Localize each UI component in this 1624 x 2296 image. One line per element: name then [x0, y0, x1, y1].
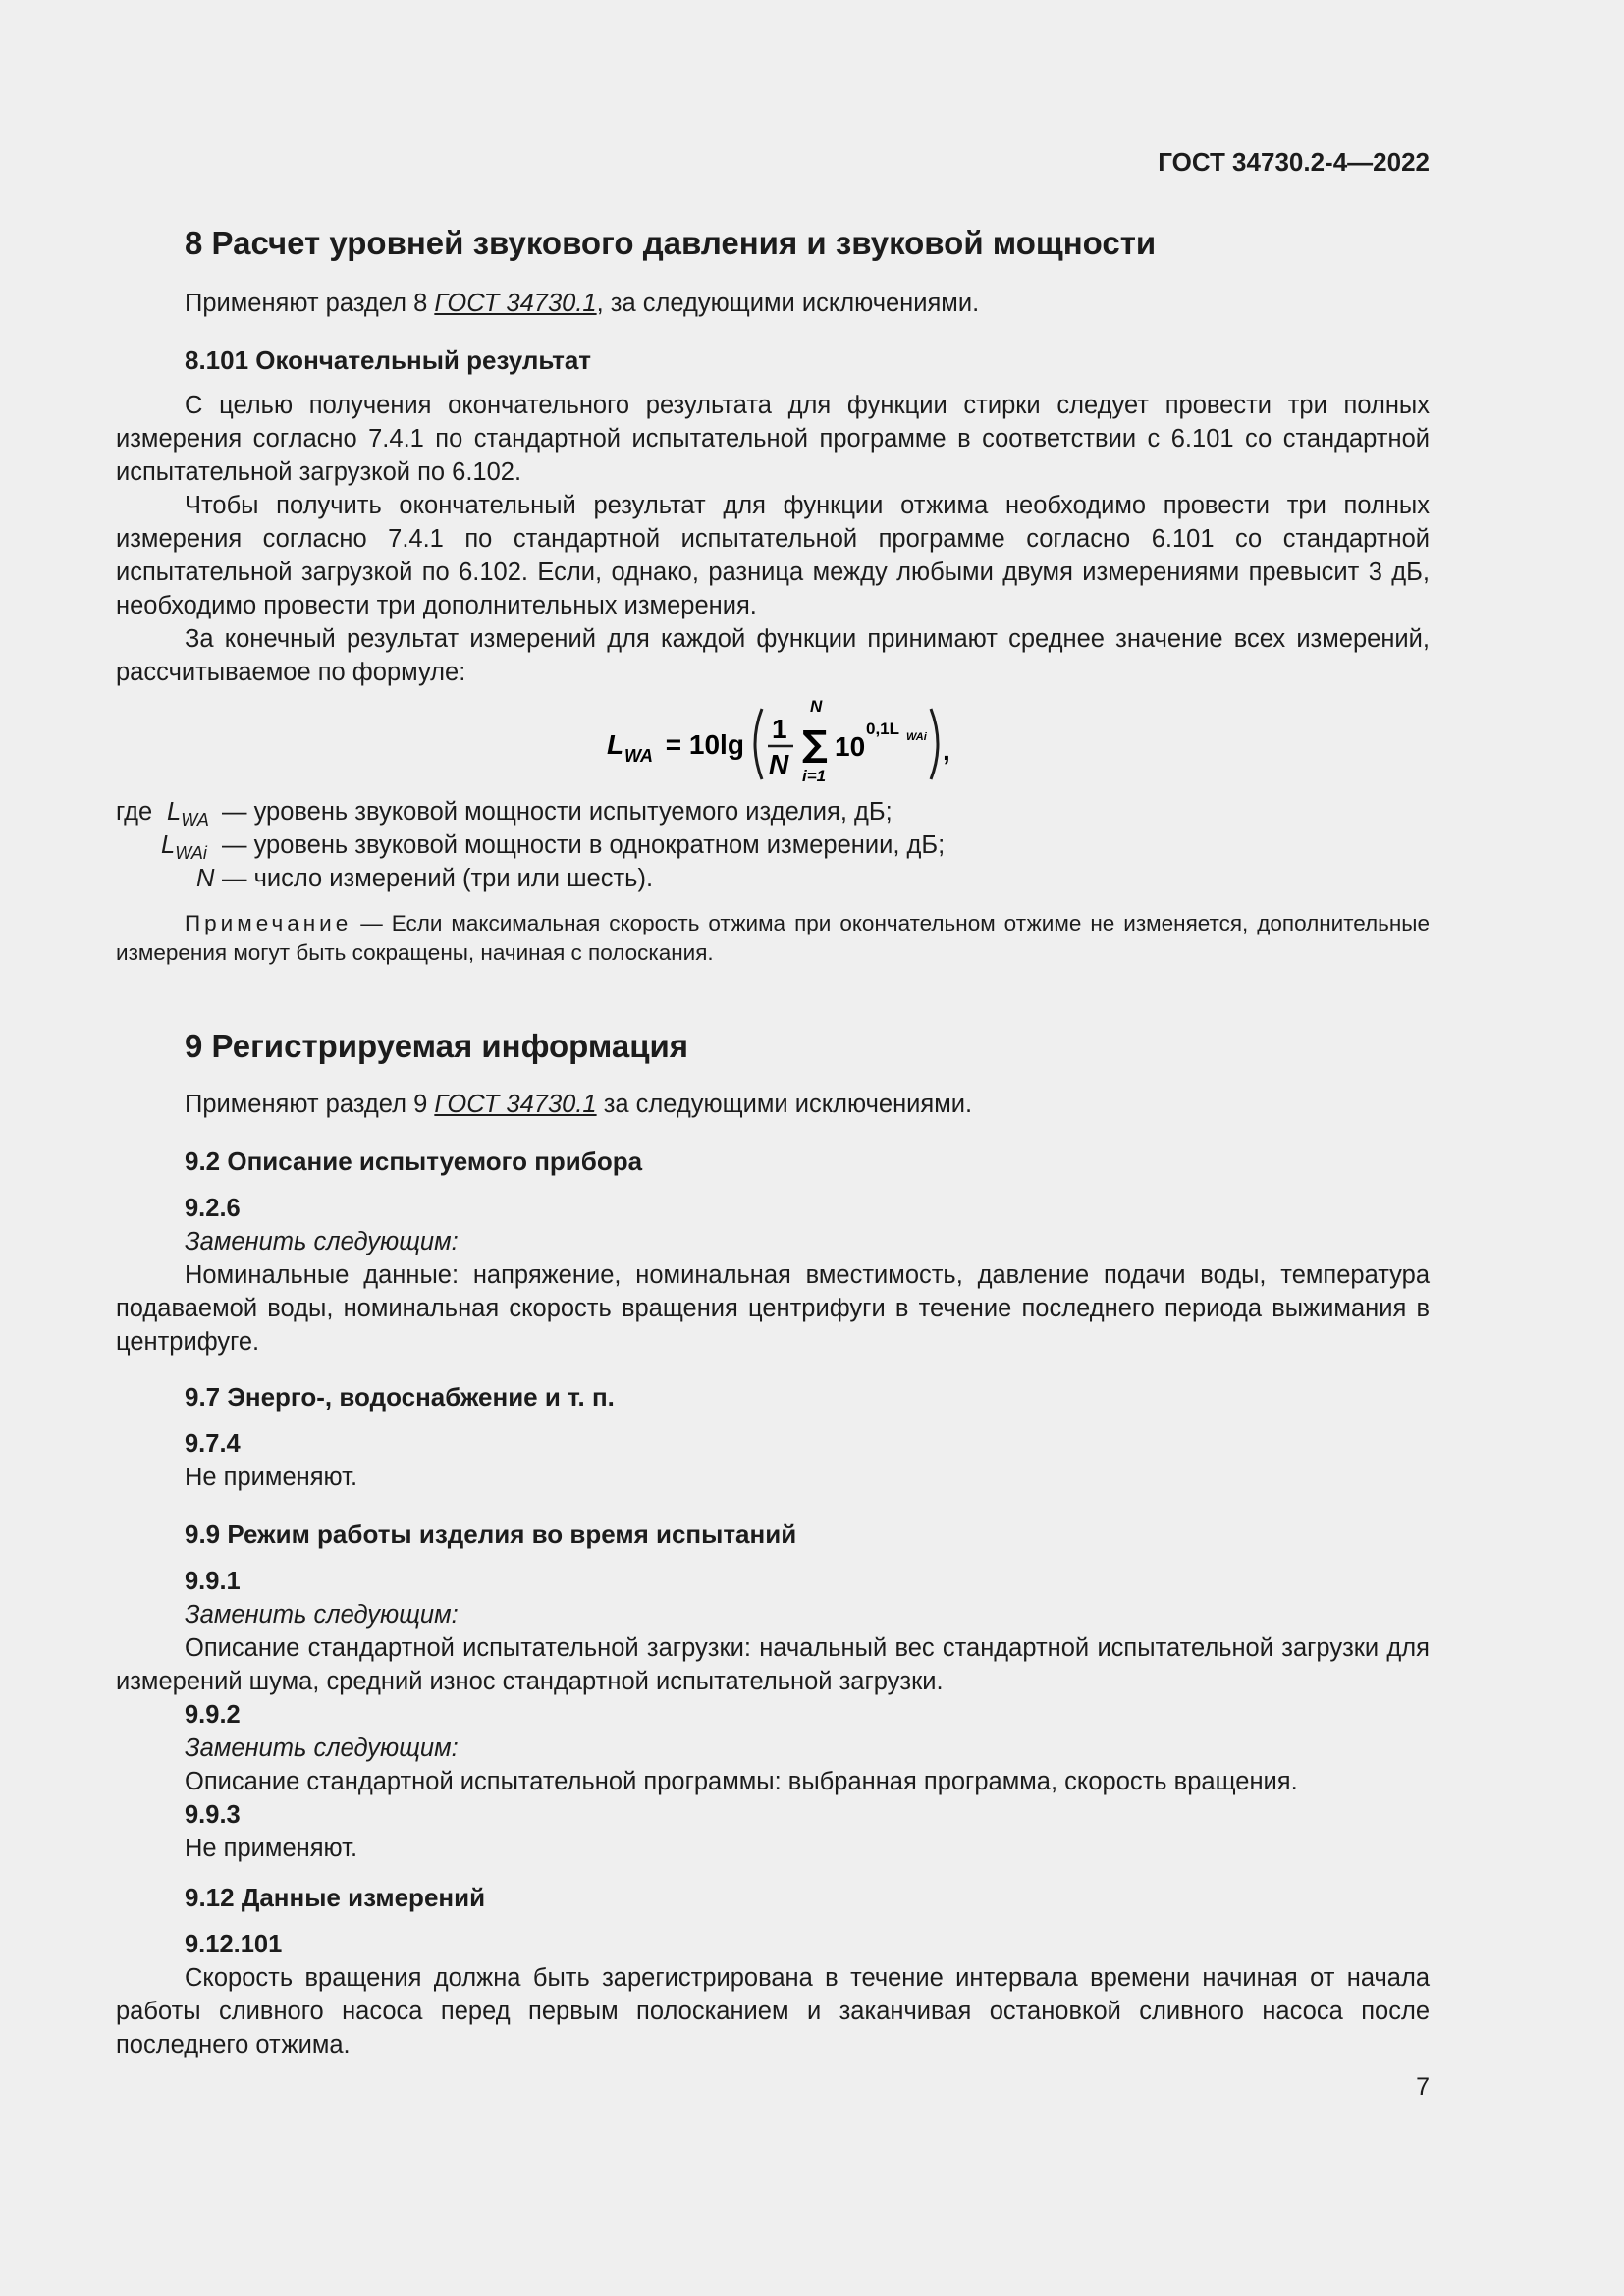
- replace-label: Заменить следующим:: [185, 1735, 459, 1762]
- definition-symbol: $L_{WAi}$: [161, 831, 207, 864]
- formula-exp-sub: WAi: [906, 731, 927, 743]
- formula-base: 10: [835, 731, 866, 762]
- formula-sum-bottom: i=1: [802, 767, 827, 785]
- subsection-9-7-title: 9.7 Энерго-, водоснабжение и т. п.: [185, 1382, 615, 1412]
- formula-one: 1: [772, 714, 787, 744]
- formula-right-paren: [931, 709, 938, 779]
- clause-text: Скорость вращения должна быть зарегистрирована в течение интервала времени начиная от начала работы сливного насоса перед первым полосканием и заканчивая остановкой сливного насоса после последнего отжима.: [116, 1964, 1430, 2058]
- definition-text: — число измерений (три или шесть).: [222, 865, 654, 892]
- gost-link[interactable]: ГОСТ 34730.1: [434, 290, 597, 317]
- clause-text: Не применяют.: [185, 1835, 358, 1862]
- clause-text: Номинальные данные: напряжение, номинальная вместимость, давление подачи воды, температура подаваемой воды, номинальная скорость вращения центрифуги в течение последнего периода выжимания в центрифуге.: [116, 1261, 1430, 1356]
- note: [116, 909, 1430, 968]
- subsection-9-9-title: 9.9 Режим работы изделия во время испытаний: [185, 1520, 797, 1549]
- formula-sum-top: N: [810, 697, 823, 716]
- where-label: где: [116, 798, 153, 826]
- formula-left-paren: [755, 709, 762, 779]
- clause-9-12-101: [116, 1928, 1430, 2061]
- gost-link[interactable]: ГОСТ 34730.1: [434, 1091, 597, 1118]
- definition-symbol: $L_{WA}$: [167, 798, 209, 830]
- formula-lhs-sub: WA: [624, 746, 653, 766]
- note-label: Примечание: [185, 911, 352, 935]
- formula-definitions: [116, 795, 1430, 895]
- document-header: ГОСТ 34730.2-4—2022: [1158, 147, 1430, 177]
- intro-text: Применяют раздел 8: [185, 290, 435, 317]
- formula-n: N: [769, 749, 789, 779]
- paragraph-wash: С целью получения окончательного результата для функции стирки следует провести три полных измерения согласно 7.4.1 по стандартной испытательной программе в соответствии с 6.101 со стандартной испытательной загрузкой по 6.102.: [116, 392, 1430, 486]
- formula-comma: ,: [943, 735, 950, 766]
- formula-lhs: L: [607, 729, 624, 760]
- intro-text-end: , за следующими исключениями.: [596, 290, 980, 317]
- clause-number: 9.12.101: [185, 1931, 283, 1958]
- formula-exp: 0,1L: [866, 720, 900, 738]
- intro-text: Применяют раздел 9: [185, 1091, 435, 1118]
- section-9-title: 9 Регистрируемая информация: [185, 1028, 689, 1064]
- clause-text: Описание стандартной испытательной программы: выбранная программа, скорость вращения.: [185, 1768, 1298, 1795]
- note-text: — Если максимальная скорость отжима при окончательном отжиме не изменяется, дополнительные измерения могут быть сокращены, начиная с полоскания.: [116, 911, 1430, 965]
- replace-label: Заменить следующим:: [185, 1228, 459, 1255]
- clause-9-7-4: [116, 1427, 1430, 1494]
- subsection-9-12-title: 9.12 Данные измерений: [185, 1883, 486, 1912]
- section-8-paragraphs: [116, 389, 1430, 689]
- paragraph-final: За конечный результат измерений для каждой функции принимают среднее значение всех измерений, рассчитываемое по формуле:: [116, 625, 1430, 686]
- subsection-8-101-title: 8.101 Окончательный результат: [185, 346, 592, 375]
- definition-text: — уровень звуковой мощности испытуемого изделия, дБ;: [222, 798, 893, 826]
- formula-eq: = 10lg: [658, 729, 744, 760]
- page-number: 7: [1416, 2073, 1430, 2101]
- definition-symbol: N: [196, 865, 215, 892]
- definition-text: — уровень звуковой мощности в однократном измерении, дБ;: [222, 831, 946, 859]
- clause-number: 9.2.6: [185, 1195, 241, 1222]
- clause-9-9: [116, 1565, 1430, 1865]
- section-8-intro: [116, 287, 1430, 320]
- definition-row: [116, 862, 1430, 895]
- section-9-intro: [116, 1088, 1430, 1121]
- clause-number: 9.7.4: [185, 1430, 241, 1458]
- clause-9-2-6: [116, 1192, 1430, 1359]
- clause-number: 9.9.1: [185, 1568, 241, 1595]
- section-8-title: 8 Расчет уровней звукового давления и звуковой мощности: [185, 225, 1157, 261]
- clause-text: Описание стандартной испытательной загрузки: начальный вес стандартной испытательной загрузки для измерений шума, средний износ стандартной испытательной загрузки.: [116, 1634, 1430, 1695]
- definition-row: [116, 795, 1430, 828]
- clause-text: Не применяют.: [185, 1464, 358, 1491]
- clause-number: 9.9.3: [185, 1801, 241, 1829]
- clause-number: 9.9.2: [185, 1701, 241, 1729]
- formula-lwa: [607, 699, 1078, 789]
- formula-sigma: ∑: [802, 724, 828, 765]
- note-block: [116, 909, 1430, 968]
- formula-svg: [607, 699, 1078, 789]
- definition-row: [116, 828, 1430, 862]
- subsection-9-2-title: 9.2 Описание испытуемого прибора: [185, 1147, 643, 1176]
- intro-text-end: за следующими исключениями.: [596, 1091, 973, 1118]
- paragraph-spin: Чтобы получить окончательный результат для функции отжима необходимо провести три полных измерения согласно 7.4.1 по стандартной испытательной программе согласно 6.101 со стандартной испытательной загрузкой по 6.102. Если, однако, разница между любыми двумя измерениями превысит 3 дБ, необходимо провести три дополнительных измерения.: [116, 492, 1430, 619]
- replace-label: Заменить следующим:: [185, 1601, 459, 1629]
